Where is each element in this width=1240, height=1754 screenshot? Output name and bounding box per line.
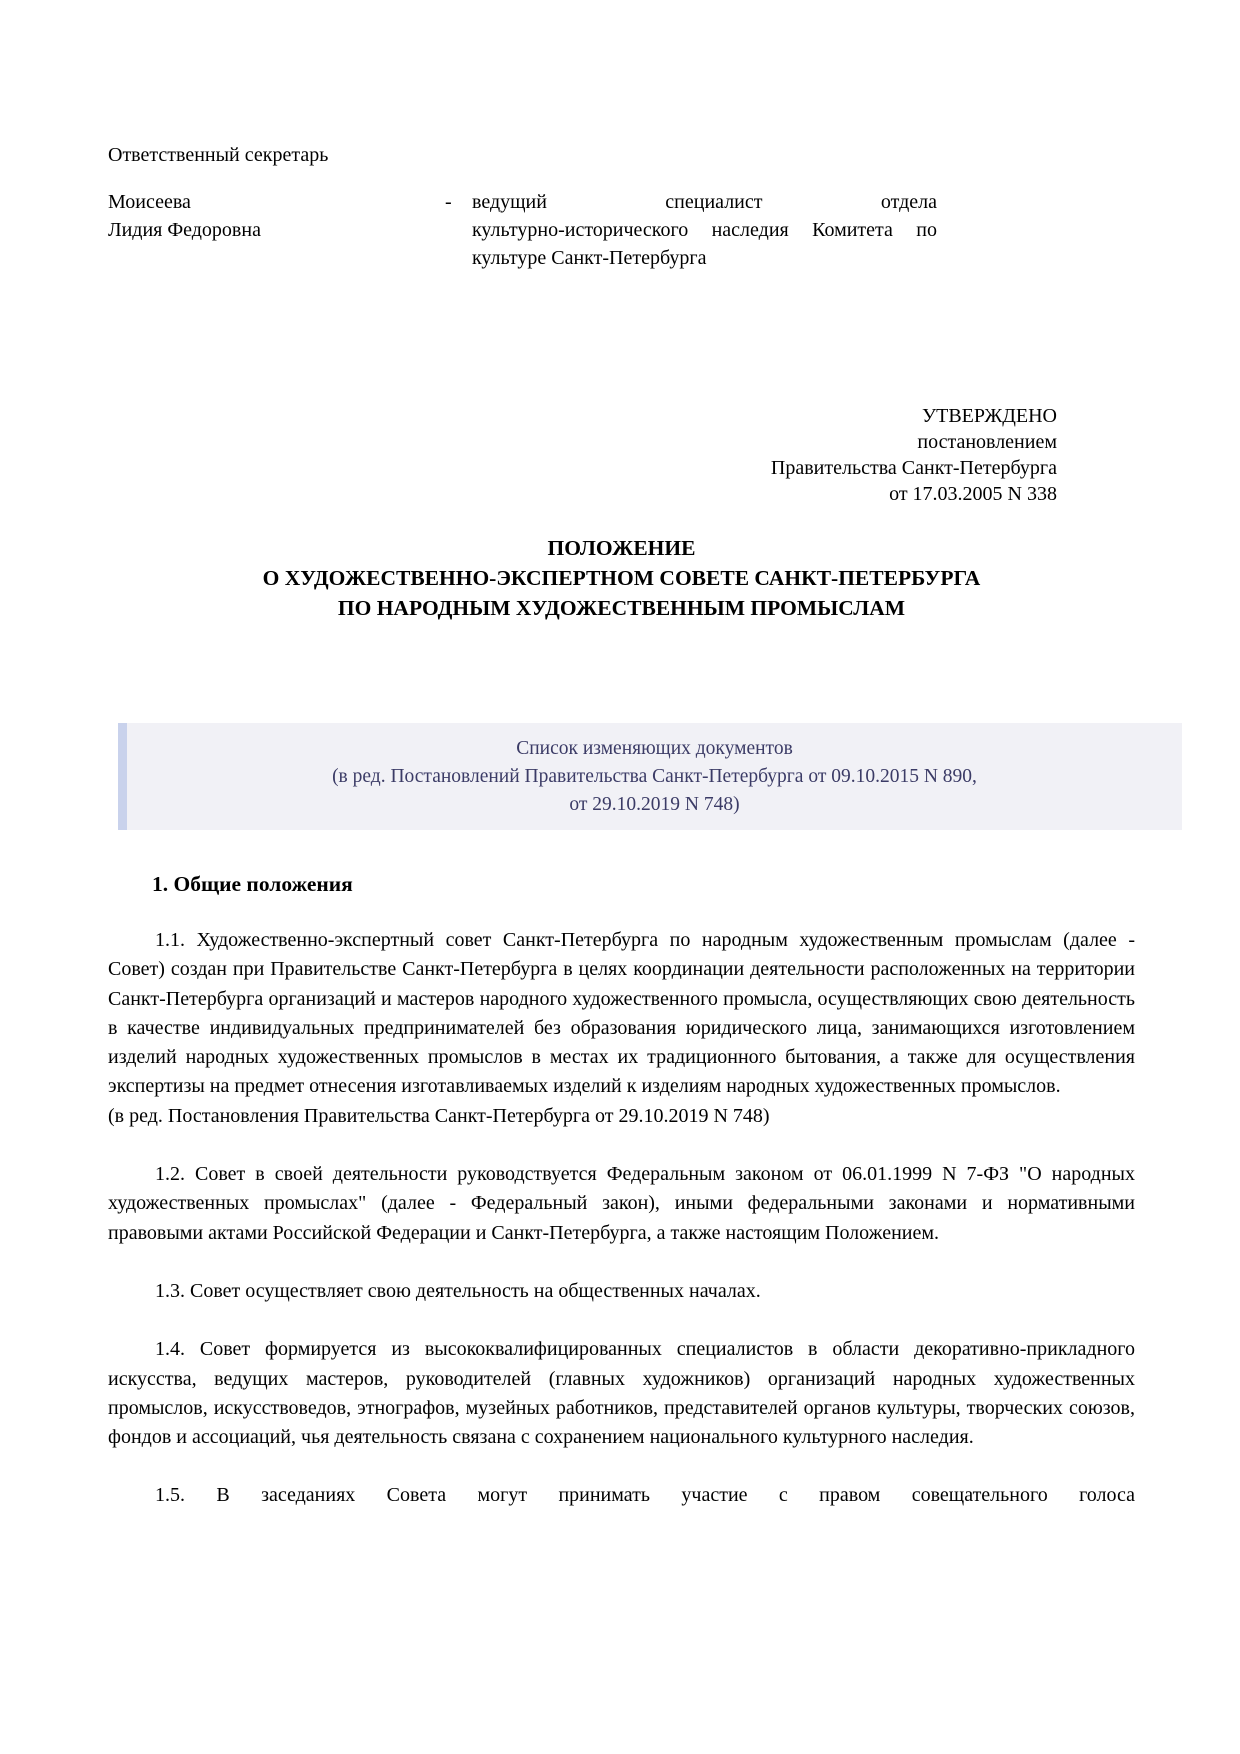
amendments-box-edit-line-2: от 29.10.2019 N 748) [569,794,740,815]
dash-separator: - [445,191,452,213]
paragraph-1-3: 1.3. Совет осуществляет свою деятельность на общественных началах. [155,1279,761,1302]
paragraph-1-2: 1.2. Совет в своей деятельности руководствуется Федеральным законом от 06.01.1999 N 7-ФЗ "О народных художественных промыслах" (далее - Федеральный закон), иными федеральными законами и нормативными правовыми актами Российской Федерации и Санкт-Петербурга, а также настоящим Положением. [108,1163,1135,1244]
approval-word: УТВЕРЖДЕНО [921,405,1057,427]
position-line-2: культурно-исторического наследия Комитета по [472,219,937,241]
title-line-2: О ХУДОЖЕСТВЕННО-ЭКСПЕРТНОМ СОВЕТЕ САНКТ-ПЕТЕРБУРГА [262,566,981,590]
section-1-heading: 1. Общие положения [152,872,353,896]
amendments-box [118,723,1182,830]
secretary-position [472,188,937,272]
approval-block [108,403,1135,507]
approval-by: постановлением [917,431,1057,453]
paragraph-1-5: 1.5. В заседаниях Совета могут принимать участие с правом совещательного голоса [155,1484,1135,1507]
approval-authority: Правительства Санкт-Петербурга [770,457,1057,479]
secretary-surname: Моисеева [108,191,191,213]
position-line-3: культуре Санкт-Петербурга [472,247,707,269]
secretary-name [108,188,445,272]
approval-date-number: от 17.03.2005 N 338 [889,483,1057,505]
secretary-given-names: Лидия Федоровна [108,219,261,241]
secretary-entry [108,188,1135,272]
paragraph-1-4: 1.4. Совет формируется из высококвалифицированных специалистов в области декоративно-прикладного искусства, ведущих мастеров, руководителей (главных художников) организаций народных художественных промыслов, искусствоведов, этнографов, музейных работников, представителей органов культуры, творческих союзов, фондов и ассоциаций, чья деятельность связана с сохранением национального культурного наследия. [108,1338,1135,1449]
secretary-role-label: Ответственный секретарь [108,144,329,166]
amendments-box-title: Список изменяющих документов [516,738,793,759]
paragraph-1-1: 1.1. Художественно-экспертный совет Санкт-Петербурга по народным художественным промыслам (далее - Совет) создан при Правительстве Санкт-Петербурга в целях координации деятельности расположенных на территории Санкт-Петербурга организаций и мастеров народного художественного промысла, осуществляющих свою деятельность в качестве индивидуальных предпринимателей без образования юридического лица, занимающихся изготовлением изделий народных художественных промыслов в местах их традиционного бытования, а также для осуществления экспертизы на предмет отнесения изготавливаемых изделий к изделиям народных художественных промыслов. [108,929,1135,1098]
amendments-box-edit-line-1: (в ред. Постановлений Правительства Санкт-Петербурга от 09.10.2015 N 890, [332,766,977,787]
title-line-3: ПО НАРОДНЫМ ХУДОЖЕСТВЕННЫМ ПРОМЫСЛАМ [337,596,906,620]
document-title [108,533,1135,623]
position-line-1: ведущий специалист отдела [472,191,937,213]
title-line-1: ПОЛОЖЕНИЕ [547,536,696,560]
paragraph-1-1-amendment-note: (в ред. Постановления Правительства Санкт-Петербурга от 29.10.2019 N 748) [108,1104,770,1127]
